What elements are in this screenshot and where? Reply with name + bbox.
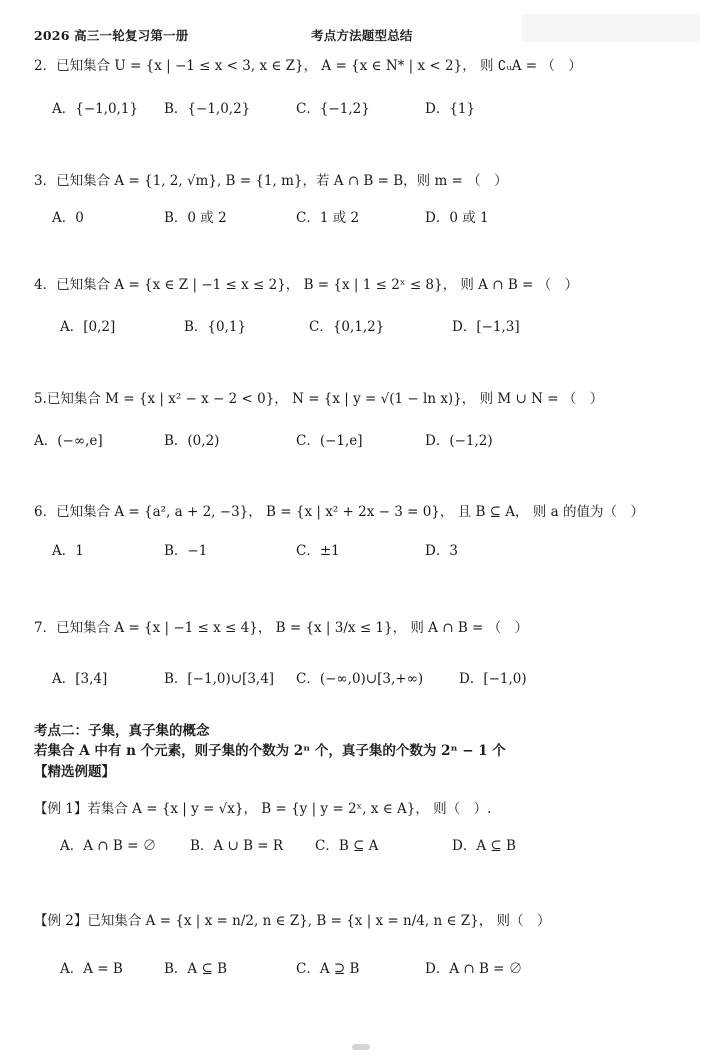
examples-heading: 【精选例题】 [34, 764, 115, 780]
section-title: 考点二：子集，真子集的概念 [34, 723, 210, 739]
question-3-stem: 3．已知集合 A = {1, 2, √m}, B = {1, m}，若 A ∩ B = B，则 m = （ ） [34, 173, 508, 189]
question-4-stem: 4．已知集合 A = {x ∈ Z | −1 ≤ x ≤ 2}， B = {x | 1 ≤ 2ˣ ≤ 8}， 则 A ∩ B = （ ） [34, 277, 579, 293]
question-3-option-a: A．0 [52, 210, 84, 226]
question-2-option-c: C．{−1,2} [296, 101, 370, 117]
example-2-option-a: A．A = B [60, 961, 123, 977]
redacted-header-area [522, 14, 700, 42]
question-6-option-d: D．3 [425, 543, 458, 559]
question-3-option-d: D．0 或 1 [425, 210, 489, 226]
question-4-option-a: A．[0,2] [60, 319, 116, 335]
question-2-option-d: D．{1} [425, 101, 476, 117]
question-4-option-d: D．[−1,3] [452, 319, 520, 335]
example-1-option-c: C．B ⊆ A [315, 838, 379, 854]
question-5-option-c: C．(−1,e] [296, 433, 363, 449]
example-1-option-d: D．A ⊆ B [452, 838, 516, 854]
question-6-option-b: B．−1 [164, 543, 208, 559]
question-3-option-c: C．1 或 2 [296, 210, 360, 226]
question-7-option-d: D．[−1,0) [459, 671, 527, 687]
question-7-option-c: C．(−∞,0)∪[3,+∞) [296, 671, 424, 687]
example-2-stem: 【例 2】已知集合 A = {x | x = n/2, n ∈ Z}, B = {x | x = n/4, n ∈ Z}， 则（ ） [34, 913, 551, 929]
question-5-option-a: A．(−∞,e] [34, 433, 103, 449]
question-6-stem: 6．已知集合 A = {a², a + 2, −3}， B = {x | x² + 2x − 3 = 0}， 且 B ⊆ A， 则 a 的值为（ ） [34, 504, 644, 520]
section-rule: 若集合 A 中有 n 个元素，则子集的个数为 2ⁿ 个，真子集的个数为 2ⁿ − 1 个 [34, 743, 506, 759]
example-2-option-b: B．A ⊆ B [164, 961, 227, 977]
question-6-option-a: A．1 [52, 543, 84, 559]
question-6-option-c: C．±1 [296, 543, 340, 559]
question-5-stem: 5.已知集合 M = {x | x² − x − 2 < 0}， N = {x | y = √(1 − ln x)}， 则 M ∪ N = （ ） [34, 391, 604, 407]
header-left: 2026 高三一轮复习第一册 [34, 28, 189, 43]
question-7-option-b: B．[−1,0)∪[3,4] [164, 671, 275, 687]
question-4-option-b: B．{0,1} [184, 319, 247, 335]
question-5-option-b: B．(0,2) [164, 433, 220, 449]
page-scroll-indicator [352, 1044, 370, 1050]
question-5-option-d: D．(−1,2) [425, 433, 493, 449]
example-2-option-c: C．A ⊇ B [296, 961, 360, 977]
question-2-option-b: B．{−1,0,2} [164, 101, 251, 117]
question-4-option-c: C．{0,1,2} [309, 319, 385, 335]
example-1-stem: 【例 1】若集合 A = {x | y = √x}， B = {y | y = 2ˣ, x ∈ A}， 则（ ）. [34, 801, 492, 817]
header-center: 考点方法题型总结 [311, 28, 413, 43]
question-7-stem: 7．已知集合 A = {x | −1 ≤ x ≤ 4}， B = {x | 3/x ≤ 1}， 则 A ∩ B = （ ） [34, 620, 529, 636]
question-7-option-a: A．[3,4] [52, 671, 108, 687]
example-1-option-b: B．A ∪ B = R [190, 838, 284, 854]
question-2-option-a: A．{−1,0,1} [52, 101, 139, 117]
question-3-option-b: B．0 或 2 [164, 210, 227, 226]
example-1-option-a: A．A ∩ B = ∅ [60, 838, 157, 854]
question-2-stem: 2．已知集合 U = {x | −1 ≤ x < 3, x ∈ Z}， A = {x ∈ N* | x < 2}， 则 ∁ᵤA = （ ） [34, 58, 582, 74]
example-2-option-d: D．A ∩ B = ∅ [425, 961, 523, 977]
